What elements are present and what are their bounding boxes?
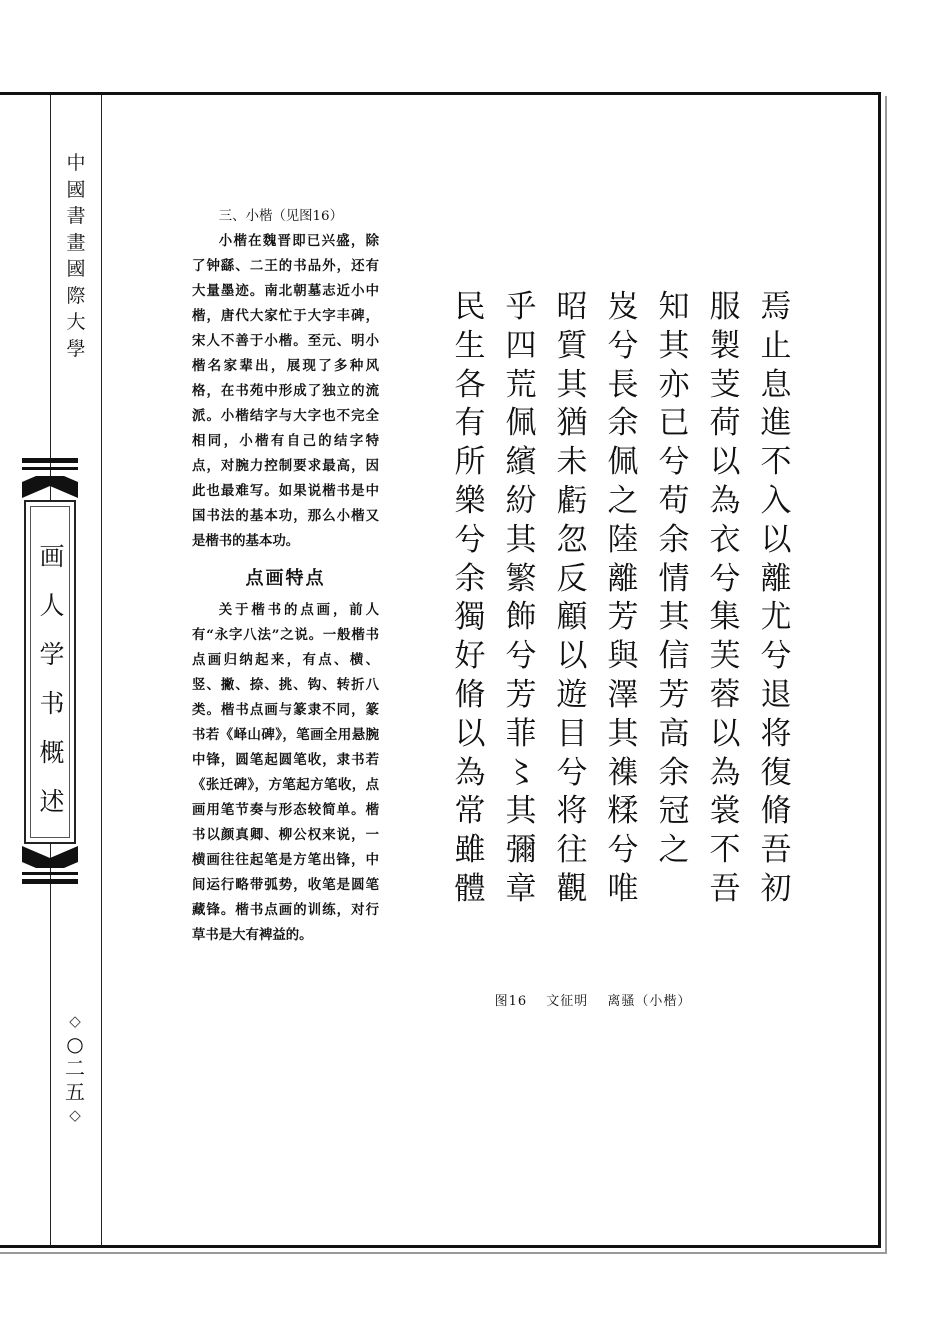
calligraphy-char: 息	[760, 366, 792, 403]
calligraphy-char: 長	[607, 366, 639, 403]
calligraphy-char: 其	[505, 793, 537, 830]
calligraphy-char: 往	[556, 832, 588, 869]
book-title-char: 书	[39, 689, 65, 718]
page-number-digit: ○	[66, 1032, 84, 1056]
calligraphy-char: 冠	[658, 793, 690, 830]
calligraphy-char: 唯	[607, 870, 639, 907]
calligraphy-char: 有	[454, 405, 486, 442]
calligraphy-char: 樂	[454, 482, 486, 519]
calligraphy-char: 製	[709, 327, 741, 364]
caption-figure-number: 图16	[494, 994, 528, 1009]
calligraphy-char: 兮	[607, 327, 639, 364]
calligraphy-char: 兮	[709, 560, 741, 597]
calligraphy-char: 乎	[505, 289, 537, 325]
calligraphy-column	[448, 288, 492, 948]
calligraphy-char: 芳	[658, 676, 690, 713]
page-number	[58, 1010, 92, 1126]
calligraphy-char: 章	[505, 870, 537, 907]
calligraphy-char: 吾	[760, 832, 792, 869]
calligraphy-char: 進	[760, 405, 792, 442]
calligraphy-char: 離	[760, 560, 792, 597]
calligraphy-char: 初	[760, 870, 792, 907]
calligraphy-char: 服	[709, 289, 741, 325]
calligraphy-char: 信	[658, 638, 690, 675]
page-number-digit: 五	[65, 1080, 85, 1104]
calligraphy-char: 為	[454, 754, 486, 791]
ornament-band-top-thin	[22, 467, 78, 470]
book-title-char: 述	[39, 787, 65, 816]
calligraphy-char: 知	[658, 289, 690, 325]
calligraphy-char: 生	[454, 327, 486, 364]
calligraphy-char: 荷	[709, 405, 741, 442]
calligraphy-char: 民	[454, 289, 486, 325]
calligraphy-char: 吾	[709, 870, 741, 907]
calligraphy-char: 焉	[760, 289, 792, 325]
calligraphy-char: 各	[454, 366, 486, 403]
series-title-char: 大	[66, 311, 86, 333]
calligraphy-char: 余	[454, 560, 486, 597]
calligraphy-char: 将	[760, 715, 792, 752]
calligraphy-char: 高	[658, 715, 690, 752]
calligraphy-char: 余	[658, 521, 690, 558]
calligraphy-char: 以	[709, 444, 741, 481]
series-title-char: 國	[66, 178, 86, 201]
calligraphy-char: 兮	[505, 638, 537, 675]
calligraphy-char: 四	[505, 327, 537, 364]
calligraphy-char: 體	[454, 870, 486, 907]
calligraphy-char: 為	[709, 482, 741, 519]
calligraphy-char: 兮	[607, 832, 639, 869]
calligraphy-char: 余	[658, 754, 690, 791]
calligraphy-char: 目	[556, 715, 588, 752]
calligraphy-char: 飾	[505, 599, 537, 636]
calligraphy-char: 兮	[658, 444, 690, 481]
calligraphy-char: 以	[556, 638, 588, 675]
calligraphy-char: 兮	[760, 638, 792, 675]
figure-caption	[470, 990, 730, 1009]
calligraphy-char: 荒	[505, 366, 537, 403]
calligraphy-char: 澤	[607, 676, 639, 713]
calligraphy-char: 芰	[709, 366, 741, 403]
calligraphy-column	[652, 288, 696, 948]
calligraphy-char: 亦	[658, 366, 690, 403]
calligraphy-char: 獨	[454, 599, 486, 636]
calligraphy-char: 尤	[760, 599, 792, 636]
book-title-char: 画	[39, 542, 65, 571]
caption-title: 离骚（小楷）	[607, 994, 692, 1009]
calligraphy-char: 其	[658, 599, 690, 636]
calligraphy-char: 為	[709, 754, 741, 791]
calligraphy-char: 所	[454, 444, 486, 481]
calligraphy-char: 苟	[658, 482, 690, 519]
heading-stroke-features: 点画特点	[245, 568, 326, 589]
calligraphy-char: 裳	[709, 793, 741, 830]
calligraphy-char: 菲	[505, 715, 537, 752]
series-title-char: 書	[66, 205, 86, 227]
calligraphy-column	[601, 288, 645, 948]
calligraphy-char: 未	[556, 444, 588, 481]
calligraphy-char: 不	[760, 444, 792, 481]
series-title-char: 國	[66, 258, 86, 280]
calligraphy-char: 陸	[607, 521, 639, 558]
ornament-band-top	[22, 458, 78, 463]
calligraphy-char: 反	[556, 560, 588, 597]
series-title-char: 學	[66, 337, 86, 360]
calligraphy-char: 質	[556, 327, 588, 364]
paragraph-small-regular-script: 小楷在魏晋即已兴盛，除了钟繇、二王的书品外，还有大量墨迹。南北朝墓志近小中楷，唐代大家忙于大字丰碑，宋人不善于小楷。至元、明小楷名家辈出，展现了多种风格，在书苑中形成了独立的流派。小楷结字与大字也不完全相同，小楷有自己的结字特点，对腕力控制要求最高，因此也最难写。如果说楷书是中国书法的基本功，那么小楷又是楷书的基本功。	[192, 233, 379, 549]
calligraphy-char: 芳	[505, 676, 537, 713]
series-title-char: 畫	[66, 231, 86, 254]
calligraphy-char: 芙	[709, 638, 741, 675]
calligraphy-char: 〻	[505, 754, 537, 791]
calligraphy-char: 以	[454, 715, 486, 752]
chevron-top-ornament	[22, 476, 78, 498]
page-diamond-bottom: ◇	[69, 1106, 81, 1124]
calligraphy-char: 不	[709, 832, 741, 869]
calligraphy-column	[703, 288, 747, 948]
calligraphy-char: 脩	[454, 676, 486, 713]
calligraphy-char: 其	[505, 521, 537, 558]
book-title-char: 概	[39, 738, 65, 767]
calligraphy-char: 已	[658, 405, 690, 442]
caption-author: 文征明	[546, 994, 589, 1009]
calligraphy-char: 蓉	[709, 676, 741, 713]
calligraphy-char: 雖	[454, 832, 486, 869]
calligraphy-char: 其	[556, 366, 588, 403]
book-title-char: 人	[39, 591, 65, 620]
calligraphy-char: 復	[760, 754, 792, 791]
calligraphy-char: 岌	[607, 289, 639, 325]
calligraphy-char: 之	[607, 482, 639, 519]
calligraphy-char: 紛	[505, 482, 537, 519]
calligraphy-char: 遊	[556, 676, 588, 713]
calligraphy-char: 觀	[556, 870, 588, 907]
calligraphy-column	[499, 288, 543, 948]
calligraphy-char: 兮	[454, 521, 486, 558]
calligraphy-char: 彌	[505, 832, 537, 869]
chevron-bottom-ornament	[22, 846, 78, 868]
calligraphy-char: 與	[607, 638, 639, 675]
calligraphy-char: 兮	[556, 754, 588, 791]
calligraphy-char: 脩	[760, 793, 792, 830]
series-title	[54, 150, 98, 362]
calligraphy-char: 其	[607, 715, 639, 752]
body-text	[192, 204, 379, 948]
book-title-box	[24, 500, 76, 844]
calligraphy-char: 離	[607, 560, 639, 597]
calligraphy-char: 佩	[607, 444, 639, 481]
sidebar-rule-right	[101, 95, 102, 1246]
calligraphy-char: 糅	[607, 793, 639, 830]
calligraphy-char: 其	[658, 327, 690, 364]
page-diamond-top: ◇	[69, 1012, 81, 1030]
calligraphy-char: 昭	[556, 289, 588, 325]
calligraphy-char: 繽	[505, 444, 537, 481]
section-title: 三、小楷（见图16）	[218, 209, 343, 224]
calligraphy-char: 繁	[505, 560, 537, 597]
paragraph-stroke-features: 关于楷书的点画，前人有“永字八法”之说。一般楷书点画归纳起来，有点、横、竖、撇、捺、挑、钩、转折八类。楷书点画与篆隶不同，篆书若《峄山碑》，笔画全用悬腕中锋，圆笔起圆笔收，隶书若《张迁碑》，方笔起方笔收，点画用笔节奏与形态较简单。楷书以颜真卿、柳公权来说，一横画往往起笔是方笔出锋，中间运行略带弧势，收笔是圆笔藏锋。楷书点画的训练，对行草书是大有裨益的。	[192, 602, 379, 943]
ornament-band-bottom	[22, 879, 78, 884]
series-title-char: 際	[66, 284, 86, 307]
calligraphy-char: 常	[454, 793, 486, 830]
series-title-char: 中	[66, 152, 86, 174]
calligraphy-char: 虧	[556, 482, 588, 519]
calligraphy-column	[550, 288, 594, 948]
calligraphy-char: 集	[709, 599, 741, 636]
calligraphy-char: 顧	[556, 599, 588, 636]
calligraphy-char: 襍	[607, 754, 639, 791]
calligraphy-char: 好	[454, 638, 486, 675]
page-number-digit: 二	[65, 1056, 85, 1080]
calligraphy-char: 佩	[505, 405, 537, 442]
calligraphy-char: 以	[760, 521, 792, 558]
calligraphy-char: 止	[760, 327, 792, 364]
calligraphy-char: 入	[760, 482, 792, 519]
calligraphy-char: 退	[760, 676, 792, 713]
calligraphy-figure	[448, 288, 798, 948]
book-title-char: 学	[39, 640, 65, 669]
book-title	[26, 532, 78, 826]
calligraphy-char: 之	[658, 832, 690, 869]
calligraphy-char: 猶	[556, 405, 588, 442]
calligraphy-char: 衣	[709, 521, 741, 558]
calligraphy-char: 情	[658, 560, 690, 597]
ornament-band-bottom-thin	[22, 872, 78, 875]
calligraphy-char: 余	[607, 405, 639, 442]
calligraphy-char: 以	[709, 715, 741, 752]
calligraphy-char: 将	[556, 793, 588, 830]
calligraphy-column	[754, 288, 798, 948]
calligraphy-char: 芳	[607, 599, 639, 636]
calligraphy-char: 忽	[556, 521, 588, 558]
